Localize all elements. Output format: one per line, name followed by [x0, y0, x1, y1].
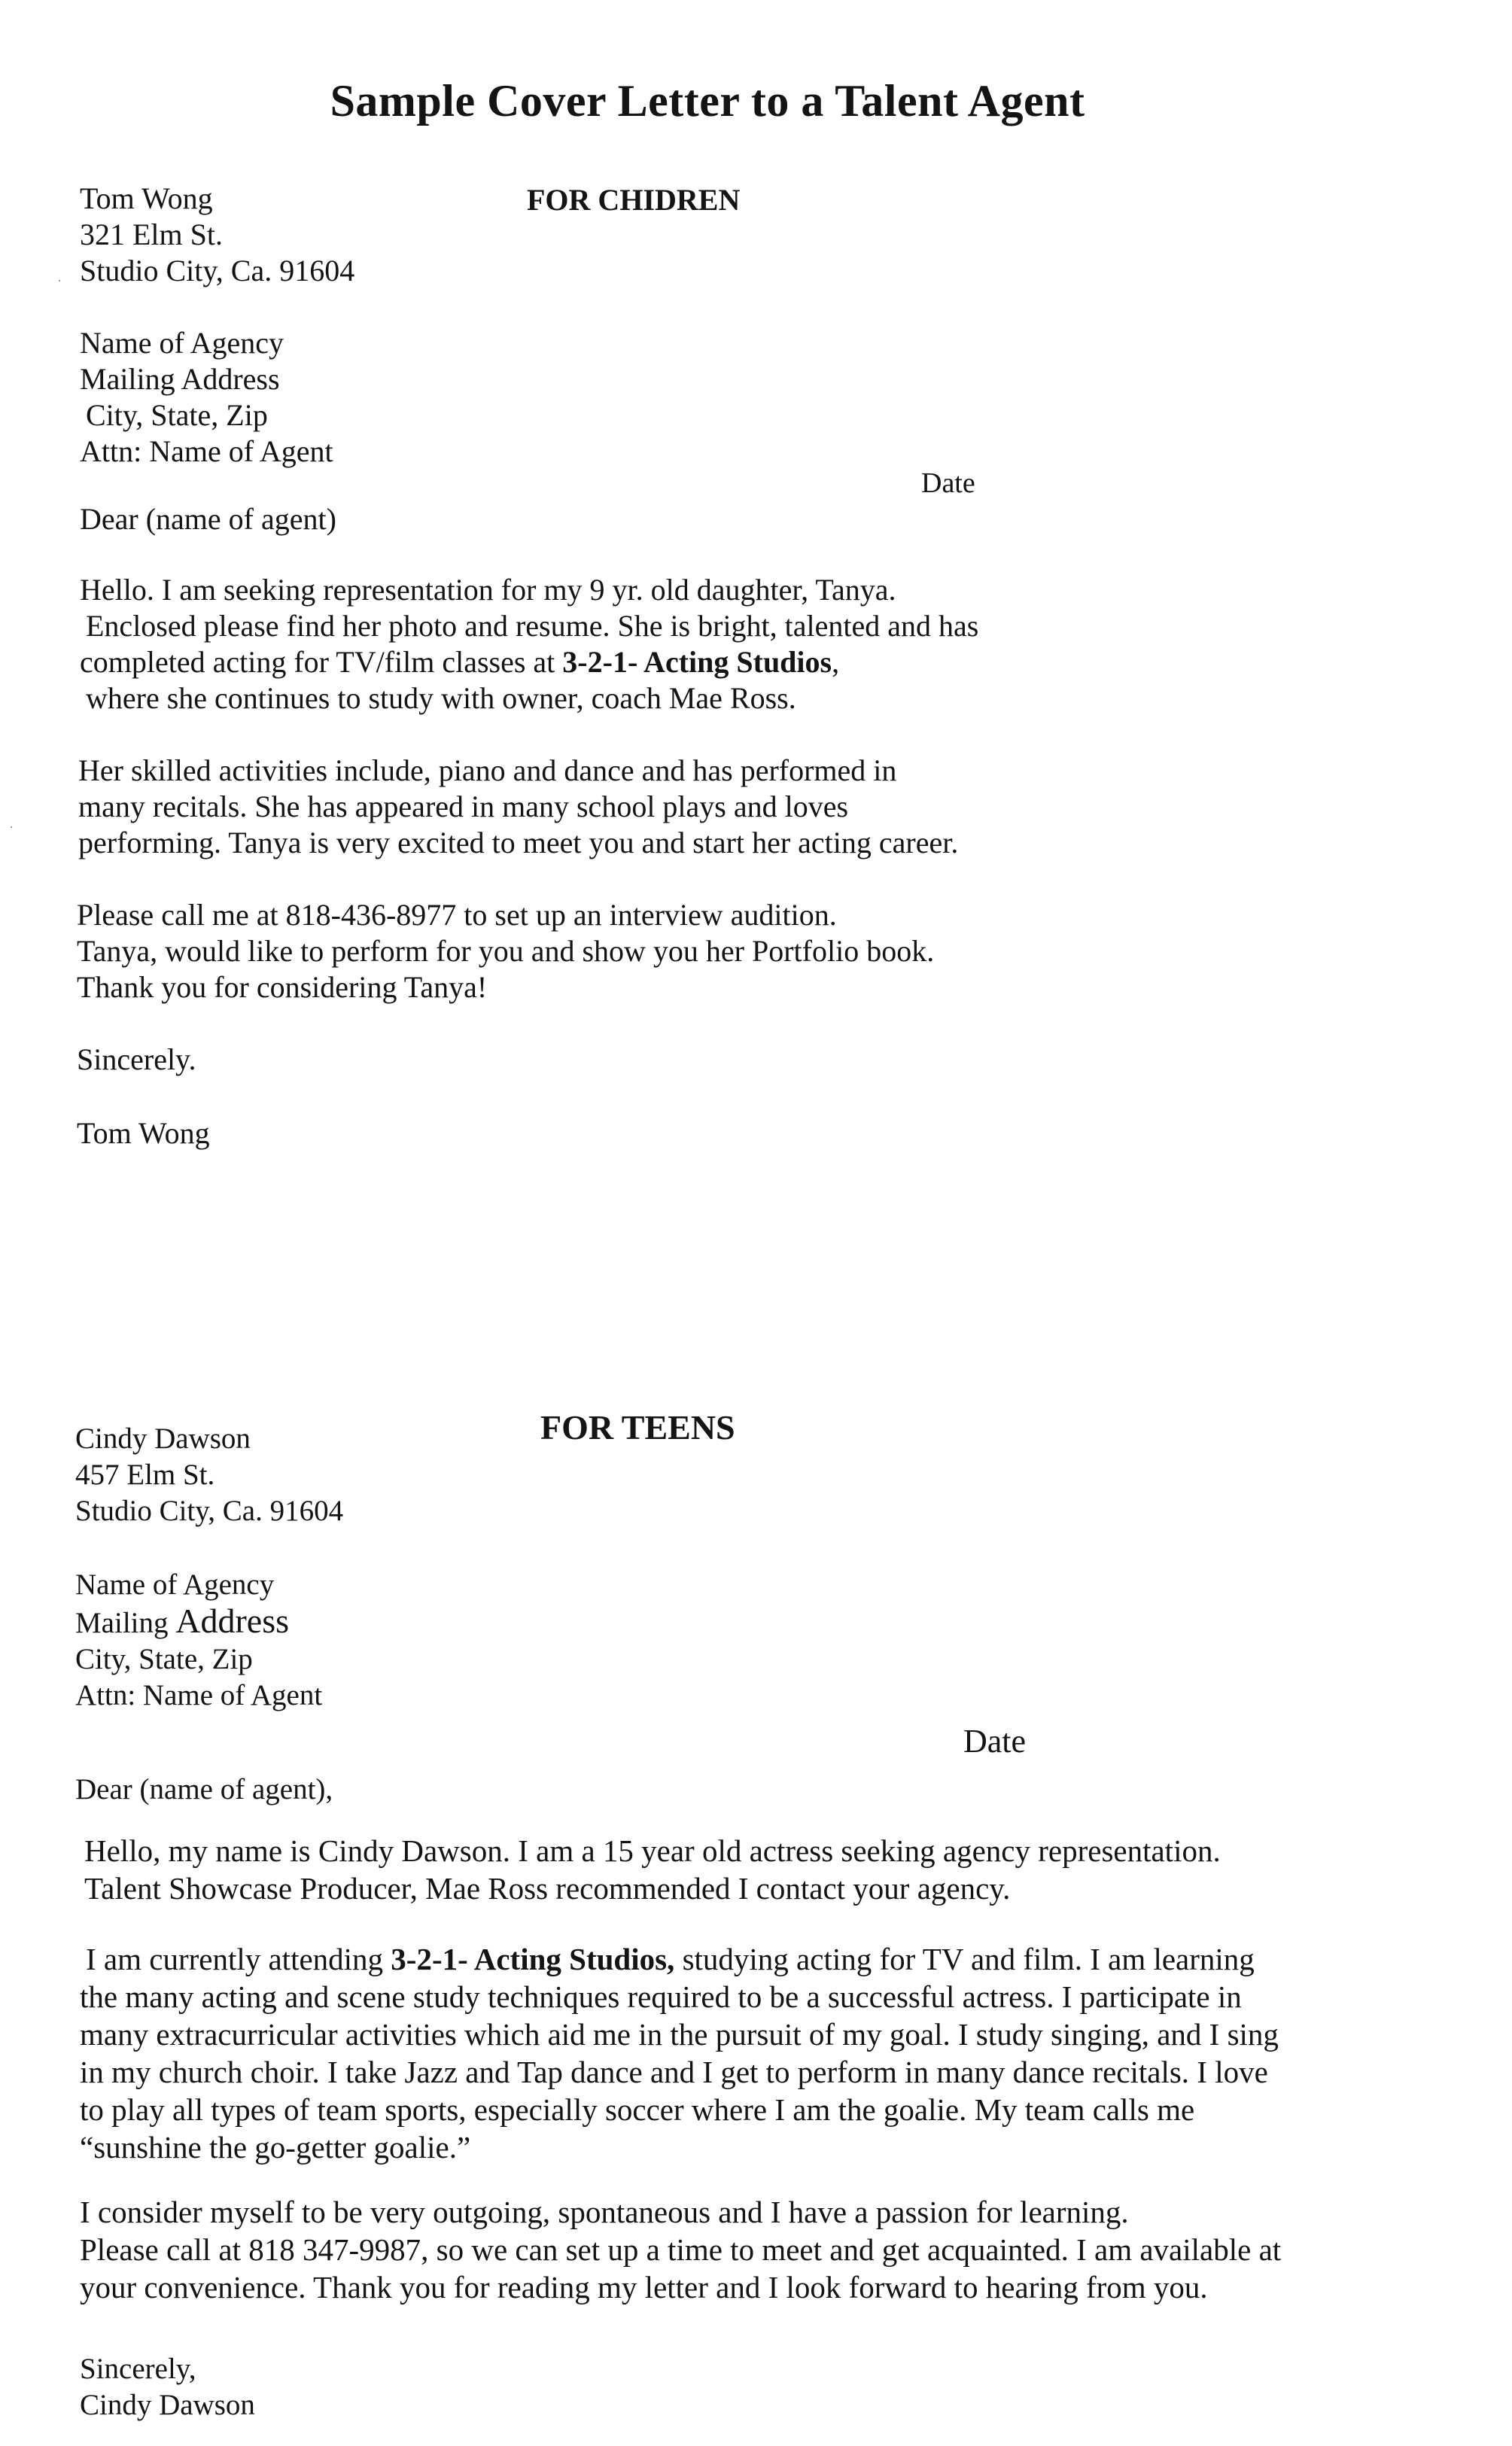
studio-name: 3-2-1- Acting Studios	[562, 645, 832, 679]
section-heading-children: FOR CHIDREN	[527, 183, 741, 217]
letter-date: Date	[963, 1723, 1027, 1760]
recipient-city: City, State, Zip	[75, 1643, 253, 1675]
address-text: Address	[175, 1602, 290, 1640]
paragraph-line: performing. Tanya is very excited to meet you and start her acting career.	[78, 826, 959, 859]
sender-street: 321 Elm St.	[80, 218, 224, 251]
sender-street: 457 Elm St.	[75, 1459, 215, 1491]
paragraph-line: many recitals. She has appeared in many school plays and loves	[78, 789, 849, 823]
paragraph-2	[80, 1940, 1279, 2166]
recipient-address	[75, 1567, 322, 1714]
paragraph-line: many extracurricular activities which aid me in the pursuit of my goal. I study singing, and I sing	[80, 2017, 1279, 2052]
paragraph-line: Thank you for considering Tanya!	[77, 970, 488, 1004]
letter-date: Date	[921, 467, 975, 499]
paragraph-line	[80, 1940, 1279, 1978]
signature: Tom Wong	[77, 1116, 210, 1150]
paragraph-line: “sunshine the go-getter goalie.”	[80, 2130, 471, 2165]
recipient-mailing-address	[75, 1603, 322, 1641]
paragraph-text: ,	[832, 645, 840, 679]
paragraph-line: I consider myself to be very outgoing, spontaneous and I have a passion for learning.	[80, 2195, 1129, 2229]
paragraph-line: in my church choir. I take Jazz and Tap dance and I get to perform in many dance recitals. I love	[80, 2055, 1268, 2089]
paragraph-line: Please call at 818 347-9987, so we can set up a time to meet and get acquainted. I am available at	[80, 2232, 1282, 2267]
paragraph-1	[84, 1832, 1221, 1907]
sender-name: Tom Wong	[80, 181, 213, 215]
page-title: Sample Cover Letter to a Talent Agent	[330, 76, 1085, 126]
sender-city: Studio City, Ca. 91604	[75, 1495, 344, 1527]
sender-address	[75, 1421, 343, 1529]
paragraph-line: Hello. I am seeking representation for my 9 yr. old daughter, Tanya.	[80, 573, 896, 607]
address-text: Mailing	[75, 1607, 176, 1639]
paragraph-3	[77, 897, 934, 1005]
closing: Sincerely,	[80, 2353, 196, 2385]
studio-name: 3-2-1- Acting Studios,	[391, 1942, 675, 1976]
signature: Cindy Dawson	[80, 2389, 255, 2421]
salutation: Dear (name of agent),	[75, 1773, 333, 1806]
scan-speck	[11, 826, 12, 828]
recipient-mailing-address: Mailing Address	[80, 362, 280, 396]
paragraph-line: the many acting and scene study techniques required to be a successful actress. I participate in	[80, 1979, 1242, 2014]
paragraph-line: Enclosed please find her photo and resume. She is bright, talented and has	[86, 609, 979, 643]
sender-address	[80, 181, 354, 289]
paragraph-line: where she continues to study with owner, coach Mae Ross.	[86, 681, 796, 715]
recipient-city: City, State, Zip	[86, 398, 268, 432]
paragraph-line: Tanya, would like to perform for you and show you her Portfolio book.	[77, 934, 935, 968]
closing-and-signature	[80, 2351, 255, 2423]
closing: Sincerely.	[77, 1042, 196, 1076]
paragraph-1	[80, 572, 978, 716]
recipient-attn: Attn: Name of Agent	[75, 1679, 323, 1711]
paragraph-text: studying acting for TV and film. I am learning	[674, 1942, 1255, 1976]
recipient-agency: Name of Agency	[80, 326, 284, 360]
paragraph-text: completed acting for TV/film classes at	[80, 645, 563, 679]
scan-speck	[59, 280, 60, 281]
paragraph-line	[80, 644, 978, 680]
recipient-attn: Attn: Name of Agent	[80, 434, 333, 468]
sender-city: Studio City, Ca. 91604	[80, 254, 355, 287]
sender-name: Cindy Dawson	[75, 1422, 251, 1455]
section-heading-teens: FOR TEENS	[540, 1408, 735, 1447]
paragraph-line: Please call me at 818-436-8977 to set up an interview audition.	[77, 898, 837, 932]
paragraph-line: Her skilled activities include, piano and dance and has performed in	[78, 753, 897, 787]
paragraph-2	[78, 753, 958, 861]
paragraph-3	[80, 2193, 1281, 2306]
paragraph-line: to play all types of team sports, especially soccer where I am the goalie. My team calls me	[80, 2092, 1195, 2127]
paragraph-line: your convenience. Thank you for reading my letter and I look forward to hearing from you.	[80, 2270, 1208, 2305]
paragraph-text: I am currently attending	[86, 1942, 391, 1976]
salutation: Dear (name of agent)	[80, 502, 336, 536]
recipient-address	[80, 325, 333, 470]
recipient-agency: Name of Agency	[75, 1568, 275, 1601]
paragraph-line: Hello, my name is Cindy Dawson. I am a 15 year old actress seeking agency representation.	[84, 1833, 1221, 1868]
paragraph-line: Talent Showcase Producer, Mae Ross recommended I contact your agency.	[84, 1871, 1011, 1906]
